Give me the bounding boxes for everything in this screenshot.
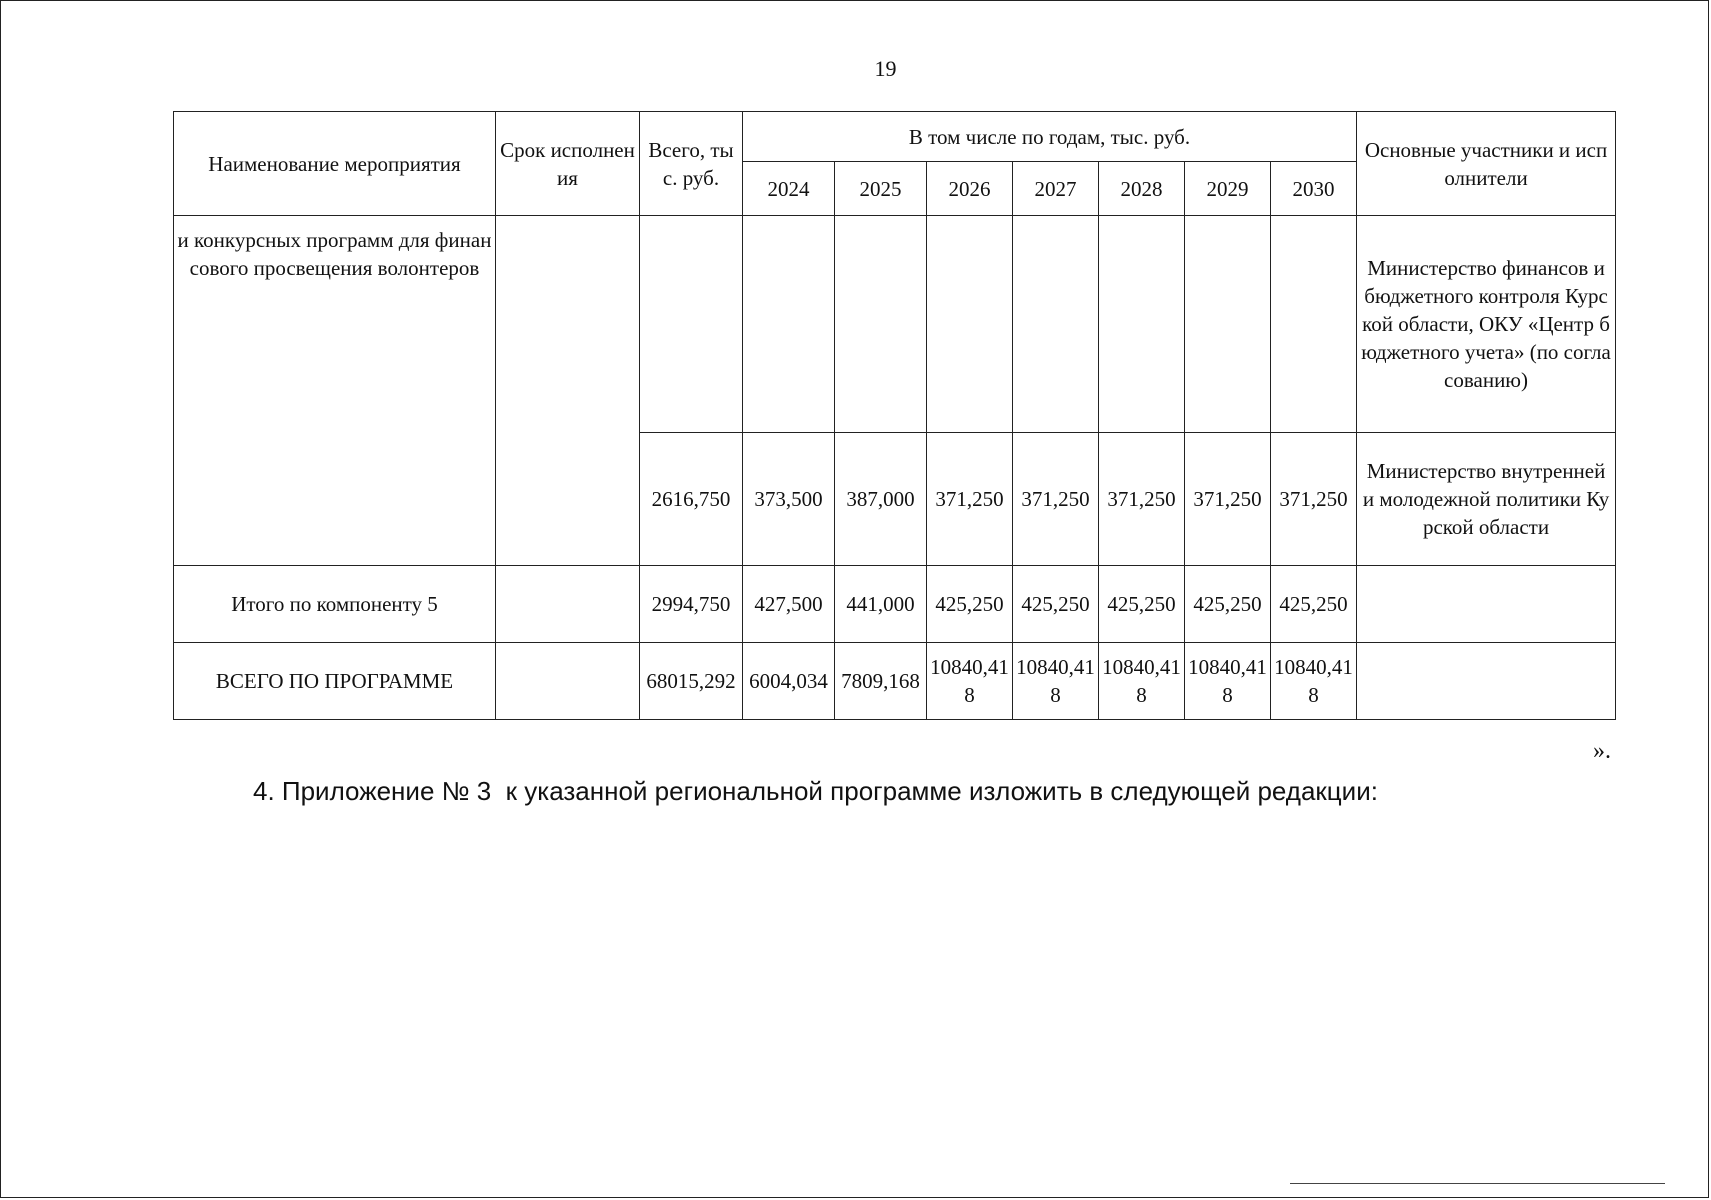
instruction-paragraph: 4. Приложение № 3 к указанной региональной программе изложить в следующей редакции:: [253, 776, 1378, 806]
budget-table: [173, 111, 1616, 720]
activity-name-cell: Итого по компоненту 5: [174, 566, 496, 643]
year-cell: [1099, 216, 1185, 433]
header-term: Срок исполнения: [496, 112, 640, 216]
header-participants: Основные участники и исполнители: [1357, 112, 1616, 216]
activity-name-cell: и конкурсных программ для финансового просвещения волонтеров: [174, 216, 496, 566]
year-cell: 10840,418: [1013, 643, 1099, 720]
year-cell: 387,000: [835, 433, 927, 566]
total-cell: 2994,750: [640, 566, 743, 643]
table-row: [174, 216, 1616, 433]
year-cell: 425,250: [927, 566, 1013, 643]
header-row-1: [174, 112, 1616, 162]
bottom-rule: [1290, 1183, 1665, 1184]
participants-cell: [1357, 566, 1616, 643]
year-cell: 371,250: [1099, 433, 1185, 566]
closing-quote-mark: ».: [1593, 738, 1611, 764]
header-year-2030: 2030: [1271, 162, 1357, 216]
total-cell: 68015,292: [640, 643, 743, 720]
page-number: 19: [874, 56, 897, 81]
year-cell: [927, 216, 1013, 433]
year-cell: 10840,418: [1271, 643, 1357, 720]
year-cell: 10840,418: [1185, 643, 1271, 720]
year-cell: 441,000: [835, 566, 927, 643]
year-cell: 425,250: [1271, 566, 1357, 643]
header-year-2029: 2029: [1185, 162, 1271, 216]
participants-cell: Министерство финансов и бюджетного контроля Курской области, ОКУ «Центр бюджетного учета» (по согласованию): [1357, 216, 1616, 433]
year-cell: 425,250: [1185, 566, 1271, 643]
total-cell: 2616,750: [640, 433, 743, 566]
year-cell: 7809,168: [835, 643, 927, 720]
term-cell: [496, 566, 640, 643]
header-name: Наименование мероприятия: [174, 112, 496, 216]
year-cell: 371,250: [1271, 433, 1357, 566]
year-cell: [1185, 216, 1271, 433]
year-cell: 425,250: [1099, 566, 1185, 643]
total-cell: [640, 216, 743, 433]
participants-cell: Министерство внутренней и молодежной политики Курской области: [1357, 433, 1616, 566]
table-row: [174, 566, 1616, 643]
year-cell: [743, 216, 835, 433]
participants-cell: [1357, 643, 1616, 720]
year-cell: [1013, 216, 1099, 433]
table-row: [174, 643, 1616, 720]
year-cell: 373,500: [743, 433, 835, 566]
header-by-years: В том числе по годам, тыс. руб.: [743, 112, 1357, 162]
year-cell: 10840,418: [1099, 643, 1185, 720]
header-year-2027: 2027: [1013, 162, 1099, 216]
year-cell: 6004,034: [743, 643, 835, 720]
year-cell: [835, 216, 927, 433]
header-year-2028: 2028: [1099, 162, 1185, 216]
year-cell: 427,500: [743, 566, 835, 643]
term-cell: [496, 643, 640, 720]
year-cell: 425,250: [1013, 566, 1099, 643]
header-year-2024: 2024: [743, 162, 835, 216]
year-cell: 371,250: [1013, 433, 1099, 566]
header-year-2026: 2026: [927, 162, 1013, 216]
year-cell: [1271, 216, 1357, 433]
header-total: Всего, тыс. руб.: [640, 112, 743, 216]
header-year-2025: 2025: [835, 162, 927, 216]
year-cell: 371,250: [1185, 433, 1271, 566]
term-cell: [496, 216, 640, 566]
activity-name-cell: ВСЕГО ПО ПРОГРАММЕ: [174, 643, 496, 720]
year-cell: 371,250: [927, 433, 1013, 566]
year-cell: 10840,418: [927, 643, 1013, 720]
